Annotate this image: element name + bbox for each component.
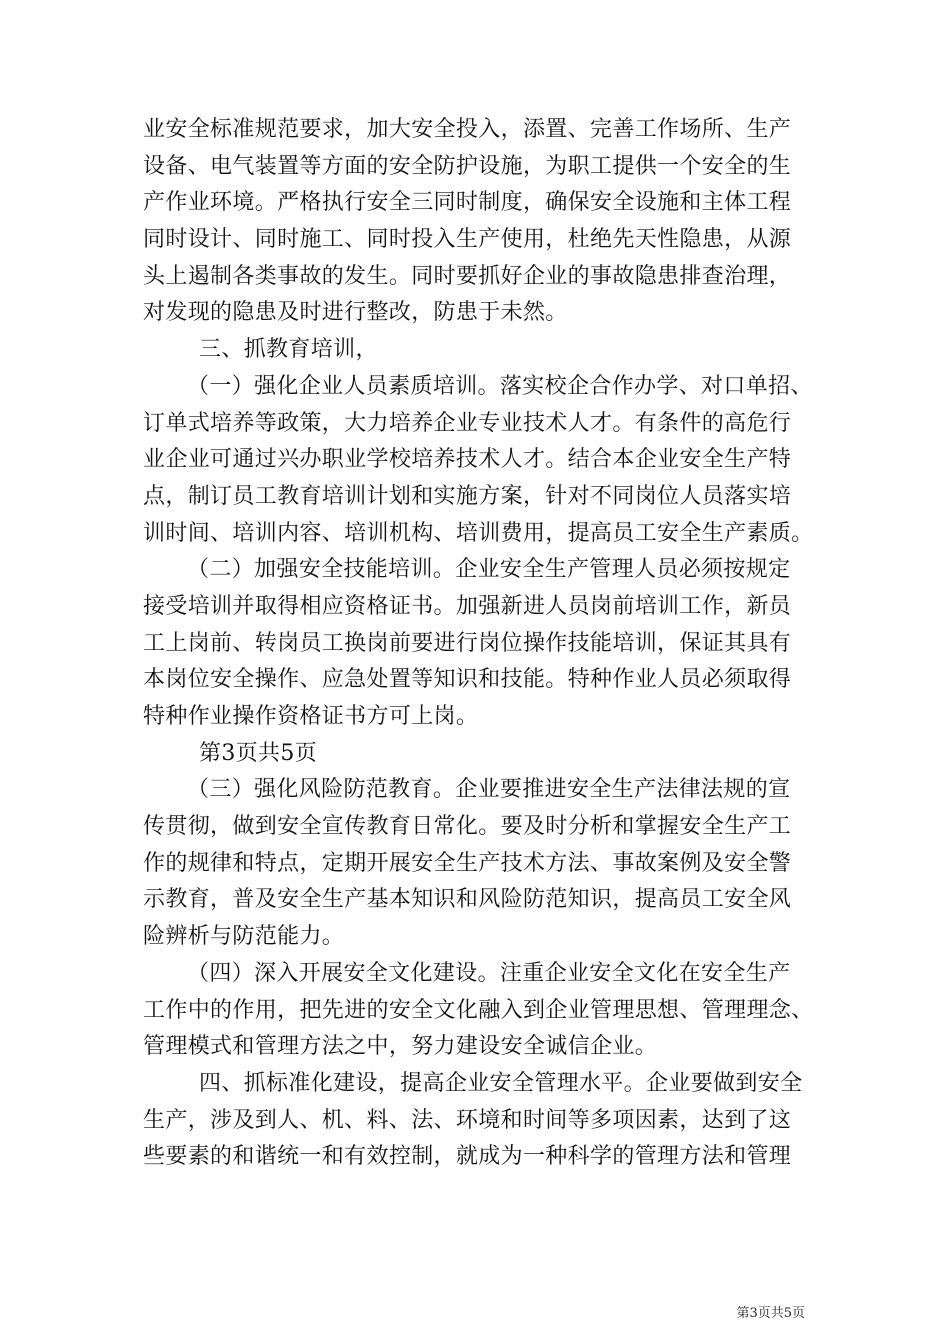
text-line: 传贯彻，做到安全宣传教育日常化。要及时分析和掌握安全生产工 bbox=[143, 814, 792, 840]
text-line: 工作中的作用，把先进的安全文化融入到企业管理思想、管理理念、 bbox=[143, 997, 814, 1023]
text-line: 设备、电气装置等方面的安全防护设施，为职工提供一个安全的生 bbox=[143, 153, 792, 179]
text-line: 些要素的和谐统一和有效控制，就成为一种科学的管理方法和管理 bbox=[143, 1144, 792, 1170]
text-line: （一）强化企业人员素质培训。落实校企合作办学、对口单招、 bbox=[187, 373, 813, 399]
text-line: （二）加强安全技能培训。企业安全生产管理人员必须按规定 bbox=[187, 557, 791, 583]
text-line: 同时设计、同时施工、同时投入生产使用，杜绝先天性隐患，从源 bbox=[143, 227, 792, 253]
text-line: 示教育，普及安全生产基本知识和风险防范知识，提高员工安全风 bbox=[143, 887, 792, 913]
text-line: 第3页共5页 bbox=[199, 740, 318, 766]
text-line: 点，制订员工教育培训计划和实施方案，针对不同岗位人员落实培 bbox=[143, 483, 792, 509]
text-line: 工上岗前、转岗员工换岗前要进行岗位操作技能培训，保证其具有 bbox=[143, 630, 792, 656]
text-line: 产作业环境。严格执行安全三同时制度，确保安全设施和主体工程 bbox=[143, 190, 792, 216]
text-line: 三、抓教育培训， bbox=[199, 337, 378, 363]
text-line: 业企业可通过兴办职业学校培养技术人才。结合本企业安全生产特 bbox=[143, 447, 792, 473]
text-line: 接受培训并取得相应资格证书。加强新进人员岗前培训工作，新员 bbox=[143, 593, 792, 619]
text-line: 对发现的隐患及时进行整改，防患于未然。 bbox=[143, 300, 568, 326]
text-line: 四、抓标准化建设，提高企业安全管理水平。企业要做到安全 bbox=[199, 1070, 803, 1096]
text-line: 特种作业操作资格证书方可上岗。 bbox=[143, 704, 479, 729]
text-line: （四）深入开展安全文化建设。注重企业安全文化在安全生产 bbox=[187, 960, 791, 986]
text-line: 训时间、培训内容、培训机构、培训费用，提高员工安全生产素质。 bbox=[143, 520, 814, 546]
document-body bbox=[143, 112, 813, 1176]
text-line: 生产，涉及到人、机、料、法、环境和时间等多项因素，达到了这 bbox=[143, 1107, 792, 1133]
text-line: 管理模式和管理方法之中，努力建设安全诚信企业。 bbox=[143, 1034, 658, 1060]
text-line: 头上遏制各类事故的发生。同时要抓好企业的事故隐患排查治理， bbox=[143, 263, 792, 289]
text-line: （三）强化风险防范教育。企业要推进安全生产法律法规的宣 bbox=[187, 777, 791, 803]
text-line: 险辨析与防范能力。 bbox=[143, 924, 345, 950]
page-footer: 第3页共5页 bbox=[736, 1306, 805, 1321]
text-line: 作的规律和特点，定期开展安全生产技术方法、事故案例及安全警 bbox=[143, 850, 792, 876]
text-line: 本岗位安全操作、应急处置等知识和技能。特种作业人员必须取得 bbox=[143, 667, 792, 693]
text-line: 业安全标准规范要求，加大安全投入，添置、完善工作场所、生产 bbox=[143, 117, 792, 142]
text-line: 订单式培养等政策，大力培养企业专业技术人才。有条件的高危行 bbox=[143, 410, 792, 436]
